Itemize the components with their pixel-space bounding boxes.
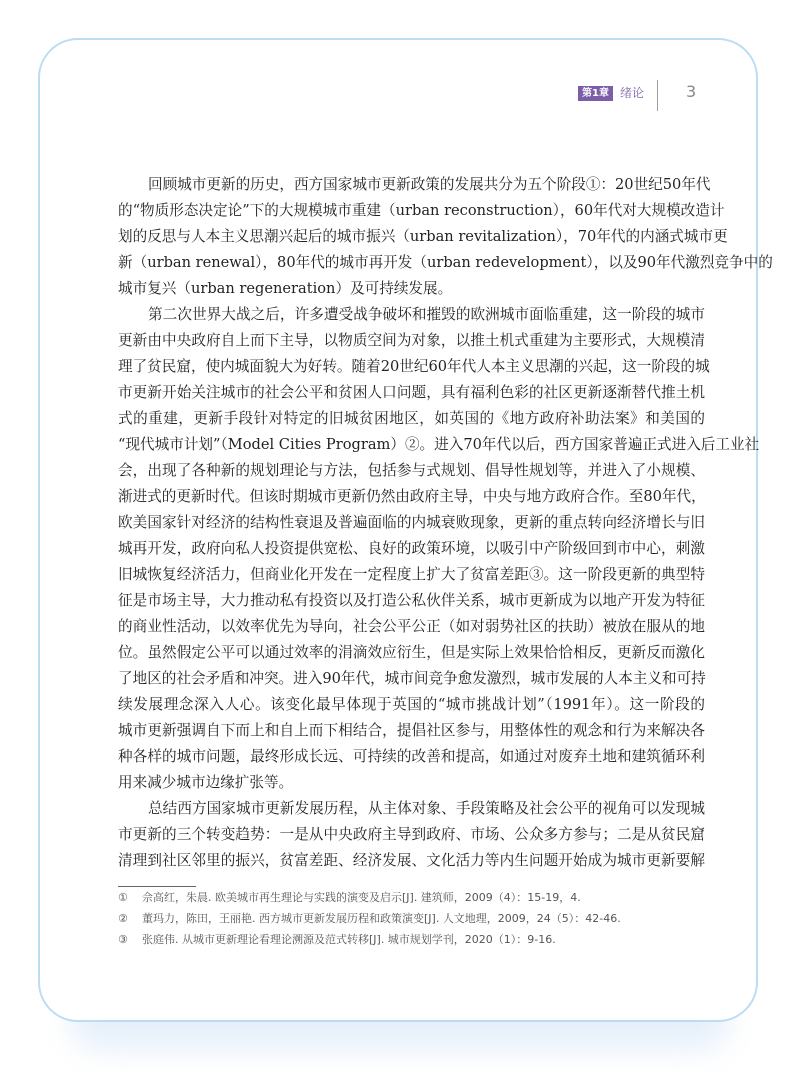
text-line: 新（urban renewal），80年代的城市再开发（urban redevelopment），以及90年代激烈竞争中的 <box>118 254 773 271</box>
text-line: 欧美国家针对经济的结构性衰退及普遍面临的内城衰败现象，更新的重点转向经济增长与旧 <box>118 514 705 531</box>
text-line: 理了贫民窟，使内城面貌大为好转。随着20世纪60年代人本主义思潮的兴起，这一阶段的城 <box>118 358 710 375</box>
footnote <box>118 929 718 950</box>
chapter-badge: 第1章 <box>578 86 613 101</box>
text-line: 清理到社区邻里的振兴，贫富差距、经济发展、文化活力等内生问题开始成为城市更新要解 <box>118 852 705 869</box>
text-line: 渐进式的更新时代。但该时期城市更新仍然由政府主导，中央与地方政府合作。至80年代， <box>118 488 706 505</box>
chapter-title: 绪论 <box>620 86 645 100</box>
text-line: 城市更新强调自下而上和自上而下相结合，提倡社区参与，用整体性的观念和行为来解决各 <box>118 722 705 739</box>
footnotes <box>118 887 718 950</box>
footnote-marker: ③ <box>118 933 128 946</box>
text-line: 的“物质形态决定论”下的大规模城市重建（urban reconstruction），60年代对大规模改造计 <box>118 202 725 219</box>
paragraph <box>118 796 705 874</box>
text-line: 总结西方国家城市更新发展历程，从主体对象、手段策略及社会公平的视角可以发现城 <box>148 800 705 817</box>
text-line: 式的重建，更新手段针对特定的旧城贫困地区，如英国的《地方政府补助法案》和美国的 <box>118 410 705 427</box>
text-line: 了地区的社会矛盾和冲突。进入90年代，城市间竞争愈发激烈，城市发展的人本主义和可持 <box>118 670 706 687</box>
text-line: 城市复兴（urban regeneration）及可持续发展。 <box>118 280 453 297</box>
footnote <box>118 908 718 929</box>
text-line: 更新由中央政府自上而下主导，以物质空间为对象，以推土机式重建为主要形式，大规模清 <box>118 332 705 349</box>
footnote-text: 董玛力，陈田，王丽艳. 西方城市更新发展历程和政策演变[J]. 人文地理，2009，24（5）：42-46. <box>142 912 621 925</box>
text-line: 种各样的城市问题，最终形成长远、可持续的改善和提高，如通过对废弃土地和建筑循环利 <box>118 748 705 765</box>
footnote <box>118 887 718 908</box>
footnote-text: 佘高红，朱晨. 欧美城市再生理论与实践的演变及启示[J]. 建筑师，2009（4）：15-19，4. <box>142 891 581 904</box>
text-line: 市更新的三个转变趋势：一是从中央政府主导到政府、市场、公众多方参与；二是从贫民窟 <box>118 826 705 843</box>
header-divider <box>657 80 658 111</box>
text-line: 用来减少城市边缘扩张等。 <box>118 774 294 791</box>
page-number: 3 <box>686 82 697 101</box>
paragraph <box>118 302 760 796</box>
paragraph <box>118 172 773 302</box>
footnote-text: 张庭伟. 从城市更新理论看理论溯源及范式转移[J]. 城市规划学刊，2020（1）：9-16. <box>142 933 556 946</box>
text-line: 位。虽然假定公平可以通过效率的涓滴效应衍生，但是实际上效果恰恰相反，更新反而激化 <box>118 644 705 661</box>
body-text <box>118 172 773 874</box>
text-line: 旧城恢复经济活力，但商业化开发在一定程度上扩大了贫富差距③。这一阶段更新的典型特 <box>118 566 705 583</box>
text-line: 回顾城市更新的历史，西方国家城市更新政策的发展共分为五个阶段①：20世纪50年代 <box>148 176 711 193</box>
footnote-marker: ① <box>118 891 128 904</box>
text-line: 市更新开始关注城市的社会公平和贫困人口问题，具有福利色彩的社区更新逐渐替代推土机 <box>118 384 705 401</box>
text-line: 划的反思与人本主义思潮兴起后的城市振兴（urban revitalization），70年代的内涵式城市更 <box>118 228 728 245</box>
text-line: 第二次世界大战之后，许多遭受战争破坏和摧毁的欧洲城市面临重建，这一阶段的城市 <box>148 306 705 323</box>
text-line: 城再开发，政府向私人投资提供宽松、良好的政策环境，以吸引中产阶级回到市中心，刺激 <box>118 540 705 557</box>
text-line: 续发展理念深入人心。该变化最早体现于英国的“城市挑战计划”（1991年）。这一阶段的 <box>118 696 705 713</box>
text-line: 会，出现了各种新的规划理论与方法，包括参与式规划、倡导性规划等，并进入了小规模、 <box>118 462 705 479</box>
text-line: 征是市场主导，大力推动私有投资以及打造公私伙伴关系，城市更新成为以地产开发为特征 <box>118 592 705 609</box>
text-line: 的商业性活动，以效率优先为导向，社会公平公正（如对弱势社区的扶助）被放在服从的地 <box>118 618 705 635</box>
footnote-marker: ② <box>118 912 128 925</box>
text-line: “现代城市计划”（Model Cities Program）②。进入70年代以后，西方国家普遍正式进入后工业社 <box>118 436 760 453</box>
